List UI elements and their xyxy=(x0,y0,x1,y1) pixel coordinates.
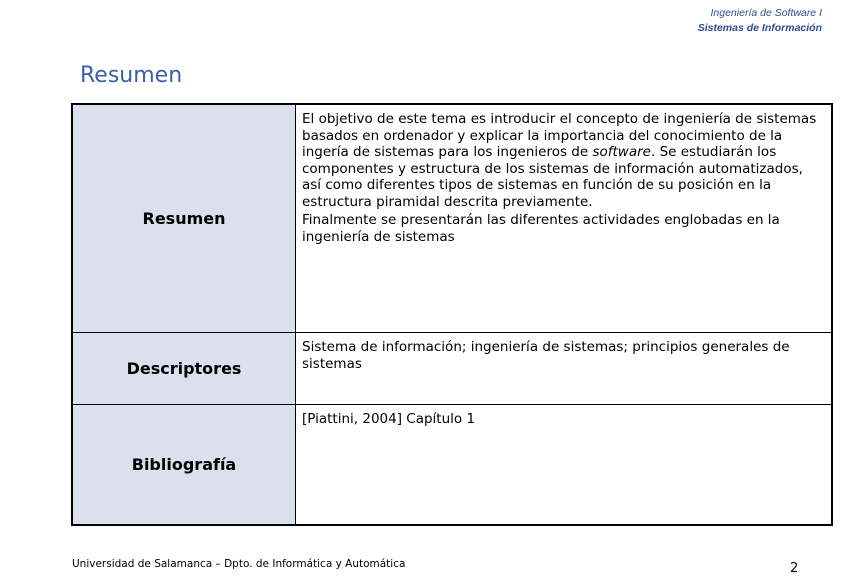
table-row-bibliografia xyxy=(72,405,832,526)
row-label-descriptores: Descriptores xyxy=(72,333,296,405)
page-number: 2 xyxy=(790,561,799,576)
table-row-resumen xyxy=(72,104,832,333)
header-subject: Sistemas de Información xyxy=(697,22,822,34)
row-content-resumen xyxy=(296,104,833,333)
footer-institution: Universidad de Salamanca – Dpto. de Informática y Automática xyxy=(72,558,406,570)
table-row-descriptores xyxy=(72,333,832,405)
header-course: Ingeniería de Software I xyxy=(710,7,822,19)
row-content-bibliografia: [Piattini, 2004] Capítulo 1 xyxy=(296,405,833,526)
resumen-paragraph-2: Finalmente se presentarán las diferentes actividades englobadas en la ingeniería de sistemas xyxy=(302,212,780,245)
summary-table xyxy=(71,103,833,526)
running-header xyxy=(698,6,822,36)
row-label-resumen: Resumen xyxy=(72,104,296,333)
row-content-descriptores: Sistema de información; ingeniería de sistemas; principios generales de sistemas xyxy=(296,333,833,405)
resumen-paragraph-1: El objetivo de este tema es introducir el concepto de ingeniería de sistemas basados en ordenador y explicar la importancia del conocimiento de la ingería de sistemas para los ingenieros de software. Se estudiarán los componentes y estructura de los sistemas de información automatizados, así como diferentes tipos de sistemas en función de su posición en la estructura piramidal descrita previamente. xyxy=(302,111,817,210)
row-label-bibliografia: Bibliografía xyxy=(72,405,296,526)
page-title: Resumen xyxy=(80,63,183,88)
